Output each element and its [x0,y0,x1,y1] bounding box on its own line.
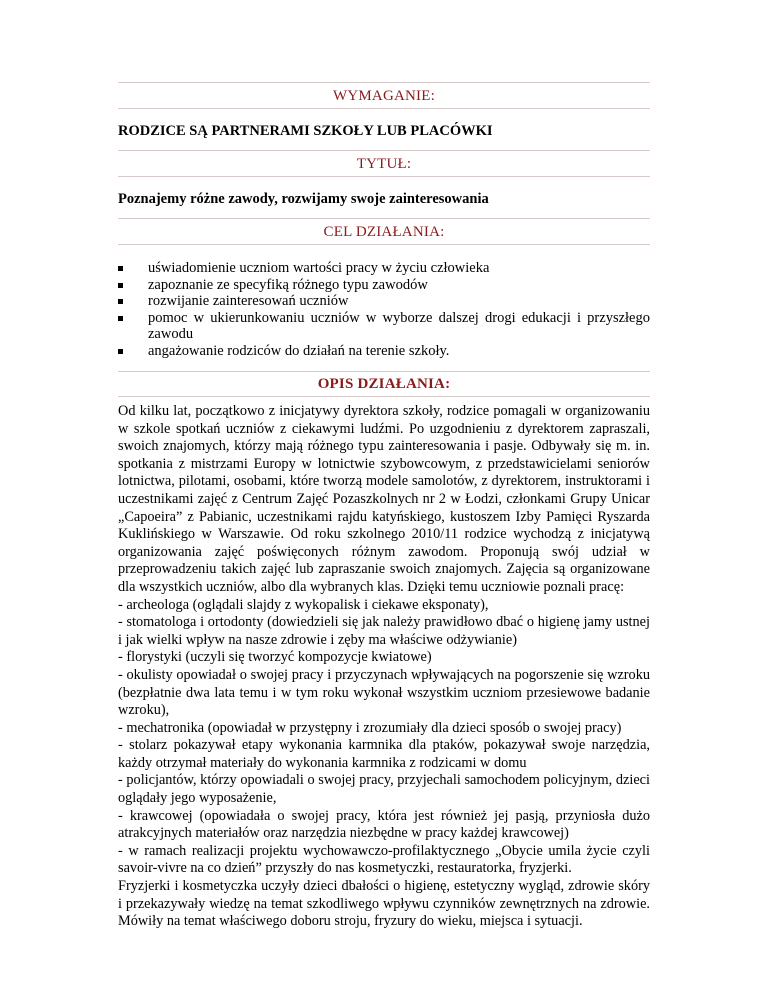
requirement-text: RODZICE SĄ PARTNERAMI SZKOŁY LUB PLACÓWKI [118,123,493,139]
divider [118,176,650,177]
divider [118,150,650,151]
square-bullet-icon [118,283,123,288]
goals-list [118,260,650,359]
square-bullet-icon [118,299,123,304]
list-item: uświadomienie uczniom wartości pracy w życiu człowieka [118,260,650,277]
description-item: - w ramach realizacji projektu wychowawczo-profilaktycznego „Obycie umila życie czyli savoir-vivre na co dzień” przyszły do nas kosmetyczki, restauratorka, fryzjerki. [118,842,650,877]
divider [118,244,650,245]
description-item: - stolarz pokazywał etapy wykonania karmnika dla ptaków, pokazywał swoje narzędzia, każdy otrzymał materiały do wykonania karmnika z rodzicami w domu [118,737,650,771]
goal-header: CEL DZIAŁANIA: [323,224,445,240]
list-item: zapoznanie ze specyfiką różnego typu zawodów [118,277,650,294]
square-bullet-icon [118,349,123,354]
divider [118,82,650,83]
description-item: - policjantów, którzy opowiadali o swojej pracy, przyjechali samochodem policyjnym, dzieci oglądały jego wyposażenie, [118,772,650,807]
divider [118,396,650,397]
description-item: - krawcowej (opowiadała o swojej pracy, która jest również jej pasją, przyniosła dużo atrakcyjnych materiałów oraz narzędzia niezbędne w pracy każdej krawcowej) [118,807,650,842]
square-bullet-icon [118,316,123,321]
title-text: Poznajemy różne zawody, rozwijamy swoje zainteresowania [118,191,489,207]
description-header: OPIS DZIAŁANIA: [317,376,451,392]
list-item: angażowanie rodziców do działań na terenie szkoły. [118,343,650,360]
divider [118,108,650,109]
description-body [118,403,650,931]
divider [118,218,650,219]
requirement-header: WYMAGANIE: [333,88,435,104]
title-header: TYTUŁ: [356,156,412,172]
description-paragraph: Od kilku lat, początkowo z inicjatywy dyrektora szkoły, rodzice pomagali w organizowaniu w szkole spotkań uczniów z ciekawymi ludźmi. Po uzgodnieniu z dyrektorem zapraszali, swoich znajomych, którzy mają różnego typu zainteresowania i pasje. Odbywały się m. in. spotkania z mistrzami Europy w lotnictwie szybowcowym, z przedstawicielami seniorów lotnictwa, pilotami, osobami, które tworzą modele samolotów, z dyrektorem, instruktorami i uczestnikami zajęć z Centrum Zajęć Pozaszkolnych nr 2 w Łodzi, członkami Grupy Unicar „Capoeira” z Pabianic, uczestnikami rajdu katyńskiego, kustoszem Izby Pamięci Ryszarda Kuklińskiego w Warszawie. Od roku szkolnego 2010/11 rodzice wychodzą z inicjatywą organizowania zajęć poświęconych różnym zawodom. Proponują swój udział w przeprowadzeniu takich zajęć lub zapraszanie swoich znajomych. Zajęcia są organizowane dla wszystkich uczniów, albo dla wybranych klas. Dzięki temu uczniowie poznali pracę: [118,403,650,595]
description-item: - stomatologa i ortodonty (dowiedzieli się jak należy prawidłowo dbać o higienę jamy ustnej i jak wielki wpływ na nasze zdrowie i zęby ma właściwe odżywianie) [118,614,650,648]
description-item: - mechatronika (opowiadał w przystępny i zrozumiały dla dzieci sposób o swojej pracy) [118,719,622,736]
description-item: - archeologa (oglądali slajdy z wykopalisk i ciekawe eksponaty), [118,596,489,613]
list-item: rozwijanie zainteresowań uczniów [118,293,650,310]
square-bullet-icon [118,266,123,271]
description-item: - florystyki (uczyli się tworzyć kompozycje kwiatowe) [118,649,432,666]
description-item: - okulisty opowiadał o swojej pracy i przyczynach wpływających na pogorszenie się wzroku (bezpłatnie dwa lata temu i w tym roku wykonał wszystkim uczniom przesiewowe badanie wzroku), [118,666,650,719]
description-paragraph: Fryzjerki i kosmetyczka uczyły dzieci dbałości o higienę, estetyczny wygląd, zdrowie skóry i przekazywały wiedzę na temat szkodliwego wpływu czynników zewnętrznych na zdrowie. Mówiły na temat właściwego doboru stroju, fryzury do wieku, miejsca i sytuacji. [118,878,650,930]
divider [118,371,650,372]
list-item: pomoc w ukierunkowaniu uczniów w wyborze dalszej drogi edukacji i przyszłego zawodu [118,310,650,343]
